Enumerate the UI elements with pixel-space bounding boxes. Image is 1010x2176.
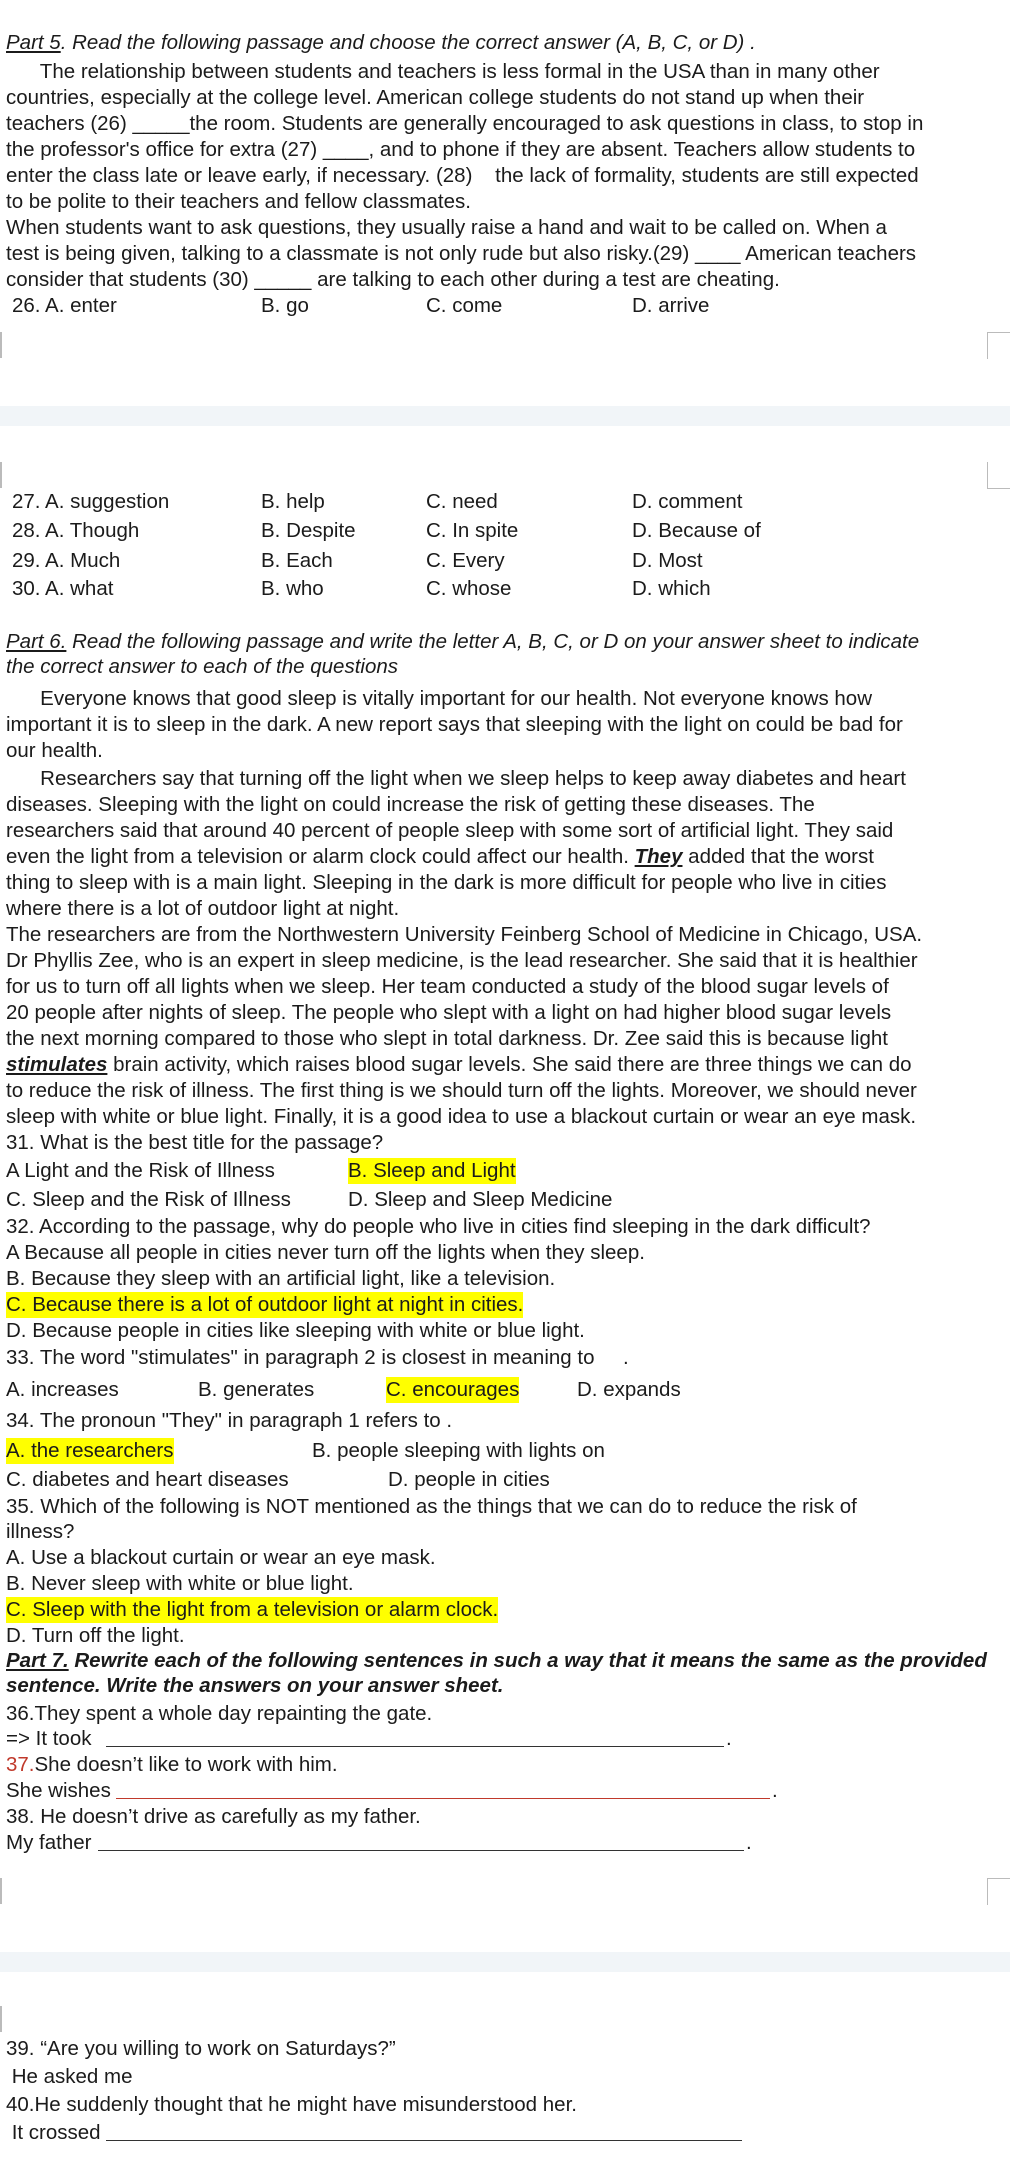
q39-answer-prefix: He asked me <box>6 2065 133 2088</box>
q34-a-highlighted: A. the researchers <box>6 1439 174 1462</box>
page-break <box>0 406 1010 426</box>
q27-c: C. need <box>426 490 498 513</box>
passage-line: for us to turn off all lights when we sleep. Her team conducted a study of the blood sugar levels of <box>6 975 889 998</box>
passage-line: The researchers are from the Northwestern University Feinberg School of Medicine in Chicago, USA. <box>6 923 923 946</box>
passage-line: where there is a lot of outdoor light at night. <box>6 897 400 920</box>
passage-line: thing to sleep with is a main light. Sleeping in the dark is more difficult for people who live in cities <box>6 871 887 894</box>
part5-instruction: . Read the following passage and choose the correct answer (A, B, C, or D) . <box>60 31 756 54</box>
q35-d: D. Turn off the light. <box>6 1624 185 1647</box>
q37-stem <box>6 1752 338 1778</box>
passage-line: the professor's office for extra (27) ____, and to phone if they are absent. Teachers allow students to <box>6 138 916 161</box>
q32-d: D. Because people in cities like sleeping with white or blue light. <box>6 1319 585 1342</box>
q40-answer-prefix: It crossed <box>6 2121 101 2144</box>
q35-stem-line2: illness? <box>6 1520 75 1543</box>
q29-b: B. Each <box>261 549 333 572</box>
q30-d: D. which <box>632 577 711 600</box>
q27-a: 27. A. suggestion <box>12 490 170 513</box>
page-corner-mark <box>0 1878 2 1904</box>
q28-a: 28. A. Though <box>12 519 140 542</box>
q39-stem: 39. “Are you willing to work on Saturdays?” <box>6 2037 396 2060</box>
passage-text: even the light from a television or alarm clock could affect our health. <box>6 845 635 868</box>
q38-answer-prefix: My father <box>6 1831 92 1854</box>
q31-b-highlighted: B. Sleep and Light <box>348 1159 516 1182</box>
q31-c: C. Sleep and the Risk of Illness <box>6 1188 291 1211</box>
passage-line: our health. <box>6 739 103 762</box>
page-corner-mark <box>0 462 2 488</box>
passage-line: diseases. Sleeping with the light on could increase the risk of getting these diseases. The <box>6 793 815 816</box>
q28-d: D. Because of <box>632 519 761 542</box>
q29-a: 29. A. Much <box>12 549 121 572</box>
q30-c: C. whose <box>426 577 512 600</box>
passage-line: important it is to sleep in the dark. A new report says that sleeping with the light on could be bad for <box>6 713 903 736</box>
q27-d: D. comment <box>632 490 743 513</box>
passage-line: Researchers say that turning off the light when we sleep helps to keep away diabetes and heart <box>6 767 906 790</box>
q33-b: B. generates <box>198 1378 315 1401</box>
q36-stem: 36.They spent a whole day repainting the gate. <box>6 1702 433 1725</box>
q35-a: A. Use a blackout curtain or wear an eye mask. <box>6 1546 436 1569</box>
passage-line: enter the class late or leave early, if necessary. (28) the lack of formality, students are still expected <box>6 164 919 187</box>
part5-title <box>6 30 756 56</box>
q29-c: C. Every <box>426 549 505 572</box>
passage-text: brain activity, which raises blood sugar levels. She said there are three things we can do <box>107 1053 912 1076</box>
passage-line: countries, especially at the college level. American college students do not stand up when their <box>6 86 865 109</box>
q40-answer-line[interactable] <box>106 2140 742 2141</box>
q31-a: A Light and the Risk of Illness <box>6 1159 275 1182</box>
q40-stem: 40.He suddenly thought that he might have misunderstood her. <box>6 2093 577 2116</box>
q37-number: 37. <box>6 1753 35 1776</box>
q30-b: B. who <box>261 577 324 600</box>
q37-dot: . <box>772 1779 778 1802</box>
word-stimulates: stimulates <box>6 1053 108 1076</box>
q37-answer-prefix: She wishes <box>6 1779 111 1802</box>
q36-answer-prefix: => It took <box>6 1727 92 1750</box>
passage-line: sleep with white or blue light. Finally, it is a good idea to use a blackout curtain or wear an eye mask. <box>6 1105 917 1128</box>
q34-d: D. people in cities <box>388 1468 550 1491</box>
part7-title-line2: sentence. Write the answers on your answer sheet. <box>6 1674 504 1697</box>
q34-c: C. diabetes and heart diseases <box>6 1468 289 1491</box>
q32-b: B. Because they sleep with an artificial light, like a television. <box>6 1267 556 1290</box>
passage-line: researchers said that around 40 percent of people sleep with some sort of artificial light. They said <box>6 819 894 842</box>
part6-title <box>6 629 919 655</box>
q30-a: 30. A. what <box>12 577 114 600</box>
part6-label: Part 6. <box>6 630 67 653</box>
q28-c: C. In spite <box>426 519 519 542</box>
q36-dot: . <box>726 1727 732 1750</box>
q35-stem: 35. Which of the following is NOT mentioned as the things that we can do to reduce the risk of <box>6 1495 857 1518</box>
passage-line: When students want to ask questions, they usually raise a hand and wait to be called on. When a <box>6 216 887 239</box>
part7-title <box>6 1648 987 1674</box>
page-corner-mark <box>987 462 1010 489</box>
q26-c: C. come <box>426 294 503 317</box>
q33-d: D. expands <box>577 1378 681 1401</box>
page-corner-mark <box>987 332 1010 359</box>
q35-c-highlighted: C. Sleep with the light from a television or alarm clock. <box>6 1598 499 1621</box>
part5-label: Part 5 <box>6 31 61 54</box>
part6-title-line2: the correct answer to each of the questions <box>6 655 399 678</box>
part7-instruction: Rewrite each of the following sentences in such a way that it means the same as the provided <box>68 1649 987 1672</box>
q27-b: B. help <box>261 490 325 513</box>
q33-a: A. increases <box>6 1378 119 1401</box>
page-corner-mark <box>987 1878 1010 1905</box>
part7-label: Part 7. <box>6 1649 69 1672</box>
q29-d: D. Most <box>632 549 703 572</box>
q36-answer-line[interactable] <box>106 1746 724 1747</box>
passage-line: Everyone knows that good sleep is vitally important for our health. Not everyone knows how <box>6 687 872 710</box>
passage-line <box>6 844 874 870</box>
q38-answer-line[interactable] <box>98 1850 744 1851</box>
passage-line: consider that students (30) _____ are talking to each other during a test are cheating. <box>6 268 780 291</box>
q31-stem: 31. What is the best title for the passage? <box>6 1131 384 1154</box>
pronoun-they: They <box>634 845 683 868</box>
q33-c-highlighted: C. encourages <box>386 1378 520 1401</box>
q32-c-highlighted: C. Because there is a lot of outdoor light at night in cities. <box>6 1293 524 1316</box>
q32-a: A Because all people in cities never turn off the lights when they sleep. <box>6 1241 645 1264</box>
q26-d: D. arrive <box>632 294 710 317</box>
page-corner-mark <box>0 332 2 358</box>
passage-text: added that the worst <box>682 845 874 868</box>
passage-line <box>6 1052 912 1078</box>
passage-line: to be polite to their teachers and fellow classmates. <box>6 190 471 213</box>
part6-instruction: Read the following passage and write the letter A, B, C, or D on your answer sheet to indicate <box>66 630 920 653</box>
page-break <box>0 1952 1010 1972</box>
passage-line: test is being given, talking to a classmate is not only rude but also risky.(29) ____ American teachers <box>6 242 917 265</box>
q34-b: B. people sleeping with lights on <box>312 1439 605 1462</box>
q35-b: B. Never sleep with white or blue light. <box>6 1572 354 1595</box>
q33-stem: 33. The word "stimulates" in paragraph 2 is closest in meaning to . <box>6 1346 629 1369</box>
page-corner-mark <box>0 2006 2 2032</box>
q32-stem: 32. According to the passage, why do people who live in cities find sleeping in the dark difficult? <box>6 1215 871 1238</box>
q38-dot: . <box>746 1831 752 1854</box>
q26-b: B. go <box>261 294 309 317</box>
q26-a: 26. A. enter <box>12 294 117 317</box>
q38-stem: 38. He doesn’t drive as carefully as my father. <box>6 1805 421 1828</box>
passage-line: to reduce the risk of illness. The first thing is we should turn off the lights. Moreover, we should never <box>6 1079 917 1102</box>
passage-line: the next morning compared to those who slept in total darkness. Dr. Zee said this is because light <box>6 1027 888 1050</box>
passage-line: Dr Phyllis Zee, who is an expert in sleep medicine, is the lead researcher. She said that it is healthier <box>6 949 918 972</box>
passage-line: 20 people after nights of sleep. The people who slept with a light on had higher blood sugar levels <box>6 1001 892 1024</box>
q37-text: She doesn’t like to work with him. <box>34 1753 338 1776</box>
passage-line: The relationship between students and teachers is less formal in the USA than in many other <box>6 60 880 83</box>
q31-d: D. Sleep and Sleep Medicine <box>348 1188 613 1211</box>
q28-b: B. Despite <box>261 519 356 542</box>
passage-line: teachers (26) _____the room. Students are generally encouraged to ask questions in class, to stop in <box>6 112 924 135</box>
q37-answer-line[interactable] <box>116 1798 770 1799</box>
q34-stem: 34. The pronoun "They" in paragraph 1 refers to . <box>6 1409 453 1432</box>
